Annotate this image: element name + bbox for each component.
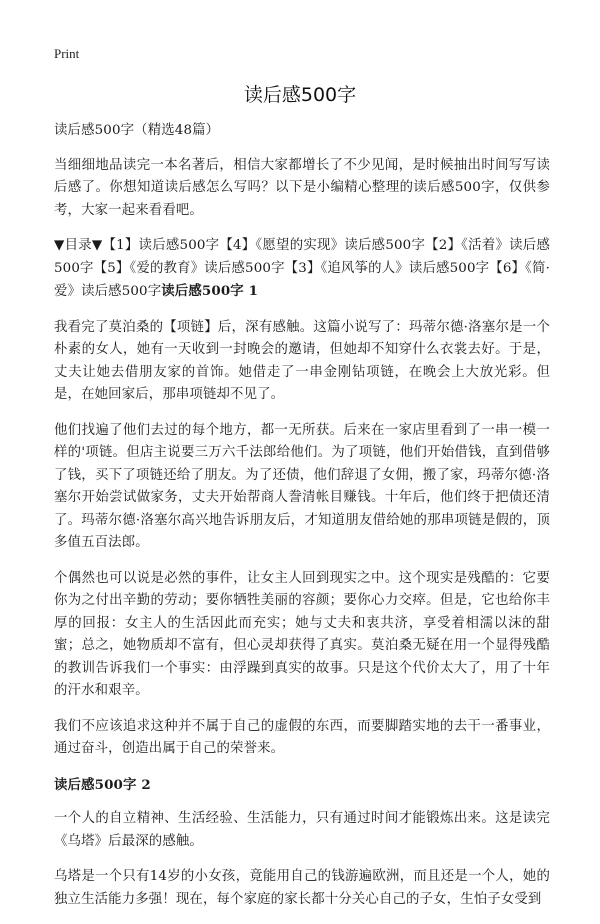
section-heading-2: 读后感500字 2: [54, 776, 151, 793]
intro-paragraph: 当细细地品读完一本名著后，相信大家都增长了不少见闻，是时候抽出时间写写读后感了。你想知道读后感怎么写吗？以下是小编精心整理的读后感500字，仅供参考，大家一起来看看吧。: [54, 157, 550, 218]
article-body: [54, 120, 550, 924]
page-title: 读后感500字: [243, 84, 357, 106]
table-of-contents: [54, 235, 550, 304]
toc-link-3[interactable]: 【3】《追风筝的人》读后感500字: [284, 260, 490, 276]
body-paragraph: 他们找遍了他们去过的每个地方，都一无所获。后来在一家店里看到了一串一模一样的'项链。但店主说要三万六千法郎给他们。为了项链，他们开始借钱，直到借够了钱，买下了项链还给了朋友。为了还债，他们辞退了女佣，搬了家，玛蒂尔德·洛塞尔开始尝试做家务，丈夫开始帮商人誊清帐目赚钱。十年后，他们终于把债还清了。玛蒂尔德·洛塞尔高兴地告诉朋友后，才知道朋友借给她的那串项链是假的，顶多值五百法郎。: [54, 422, 550, 550]
toc-link-6[interactable]: 【6】《简·爱》读后感500字: [54, 260, 550, 299]
toc-link-1[interactable]: 【1】读后感500字: [102, 238, 220, 253]
toc-link-4[interactable]: 【4】《愿望的实现》读后感500字: [219, 238, 426, 253]
body-paragraph: 一个人的自立精神、生活经验、生活能力，只有通过时间才能锻炼出来。这是读完《乌塔》后最深的感触。: [54, 811, 550, 849]
body-paragraph: 个偶然也可以说是必然的事件，让女主人回到现实之中。这个现实是残酷的：它要你为之付出辛勤的劳动；要你牺牲美丽的容颜；要你心力交瘁。但是，它也给你丰厚的回报：女主人的生活因此而充实；她与丈夫和衷共济，享受着相濡以沫的甜蜜；总之，她物质却不富有，但心灵却获得了真实。莫泊桑无疑在用一个显得残酷的教训告诉我们一个事实：由浮躁到真实的故事。只是这个代价太大了，用了十年的汗水和艰辛。: [54, 570, 550, 698]
print-link[interactable]: Print: [54, 46, 80, 61]
body-paragraph: 乌塔是一个只有14岁的小女孩，竟能用自己的钱游遍欧洲，而且还是一个人，她的独立生活能力多强！现在，每个家庭的家长都十分关心自己的子女，生怕子女受到: [54, 869, 550, 907]
article-subtitle: 读后感500字（精选48篇）: [54, 123, 220, 138]
body-paragraph: 我们不应该追求这种并不属于自己的虚假的东西，而要脚踏实地的去干一番事业，通过奋斗，创造出属于自己的荣誉来。: [54, 718, 550, 756]
body-paragraph: 我看完了莫泊桑的【项链】后，深有感触。这篇小说写了：玛蒂尔德·洛塞尔是一个朴素的女人，她有一天收到一封晚会的邀请，但她却不知穿什么衣裳去好。于是，丈夫让她去借朋友家的首饰。她借走了一串金刚钻项链，在晚会上大放光彩。但是，在她回家后，那串项链却不见了。: [54, 319, 550, 402]
toc-prefix: ▼目录▼: [54, 238, 103, 253]
toc-link-2[interactable]: 【2】《活着》读后感500字: [54, 238, 551, 276]
toc-link-5[interactable]: 【5】《爱的教育》读后感500字: [93, 260, 285, 276]
section-heading-1: 读后感500字 1: [161, 283, 259, 299]
